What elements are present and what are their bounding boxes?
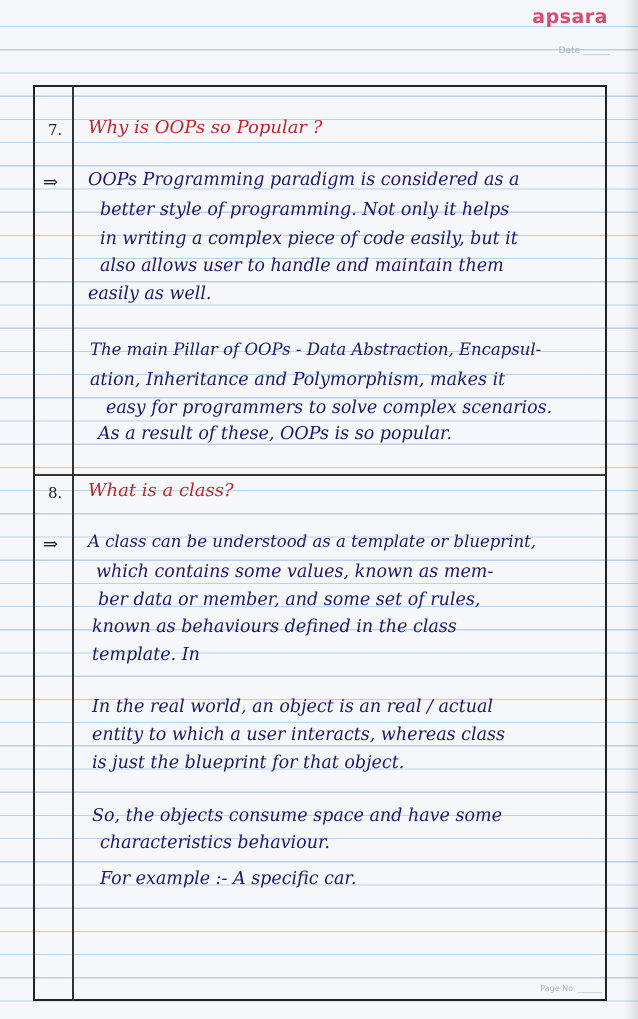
question-7-title: Why is OOPs so Popular ? (88, 117, 323, 138)
answer-7-line: also allows user to handle and maintain them (100, 256, 504, 276)
brand-logo: apsara (532, 6, 608, 28)
answer-8-arrow: ⇒ (43, 534, 59, 555)
answer-8-line: entity to which a user interacts, whereas class (92, 725, 505, 745)
question-8-title: What is a class? (88, 480, 234, 501)
answer-8-line: characteristics behaviour. (100, 833, 330, 853)
page-edge-shadow (624, 0, 638, 1019)
answer-7-line: The main Pillar of OOPs - Data Abstraction, Encapsul- (90, 340, 542, 359)
answer-8-line: So, the objects consume space and have some (92, 806, 502, 826)
answer-7-line: in writing a complex piece of code easily, but it (100, 229, 518, 249)
answer-7-line: easily as well. (88, 284, 212, 304)
answer-8-line: A class can be understood as a template or blueprint, (88, 532, 536, 551)
date-field-label: Date ______ (558, 46, 610, 56)
answer-7-line: OOPs Programming paradigm is considered as a (88, 170, 520, 190)
answer-8-line: template. In (92, 645, 200, 665)
answer-7-line: As a result of these, OOPs is so popular. (98, 424, 453, 444)
page-number-label: Page No. ______ (540, 984, 602, 993)
answer-8-line: In the real world, an object is an real / actual (92, 697, 494, 717)
answer-8-line: For example :- A specific car. (100, 869, 357, 889)
question-8-number: 8. (48, 484, 63, 502)
margin-line (72, 85, 74, 1001)
answer-8-line: which contains some values, known as mem- (96, 562, 494, 582)
answer-7-line: better style of programming. Not only it helps (100, 200, 510, 220)
answer-7-arrow: ⇒ (43, 172, 59, 193)
answer-7-line: easy for programmers to solve complex scenarios. (106, 398, 553, 418)
section-divider (33, 474, 607, 476)
answer-8-line: known as behaviours defined in the class (92, 617, 457, 637)
question-7-number: 7. (48, 121, 63, 139)
answer-8-line: is just the blueprint for that object. (92, 753, 405, 773)
answer-7-line: ation, Inheritance and Polymorphism, makes it (90, 370, 506, 390)
answer-8-line: ber data or member, and some set of rules, (98, 590, 481, 610)
